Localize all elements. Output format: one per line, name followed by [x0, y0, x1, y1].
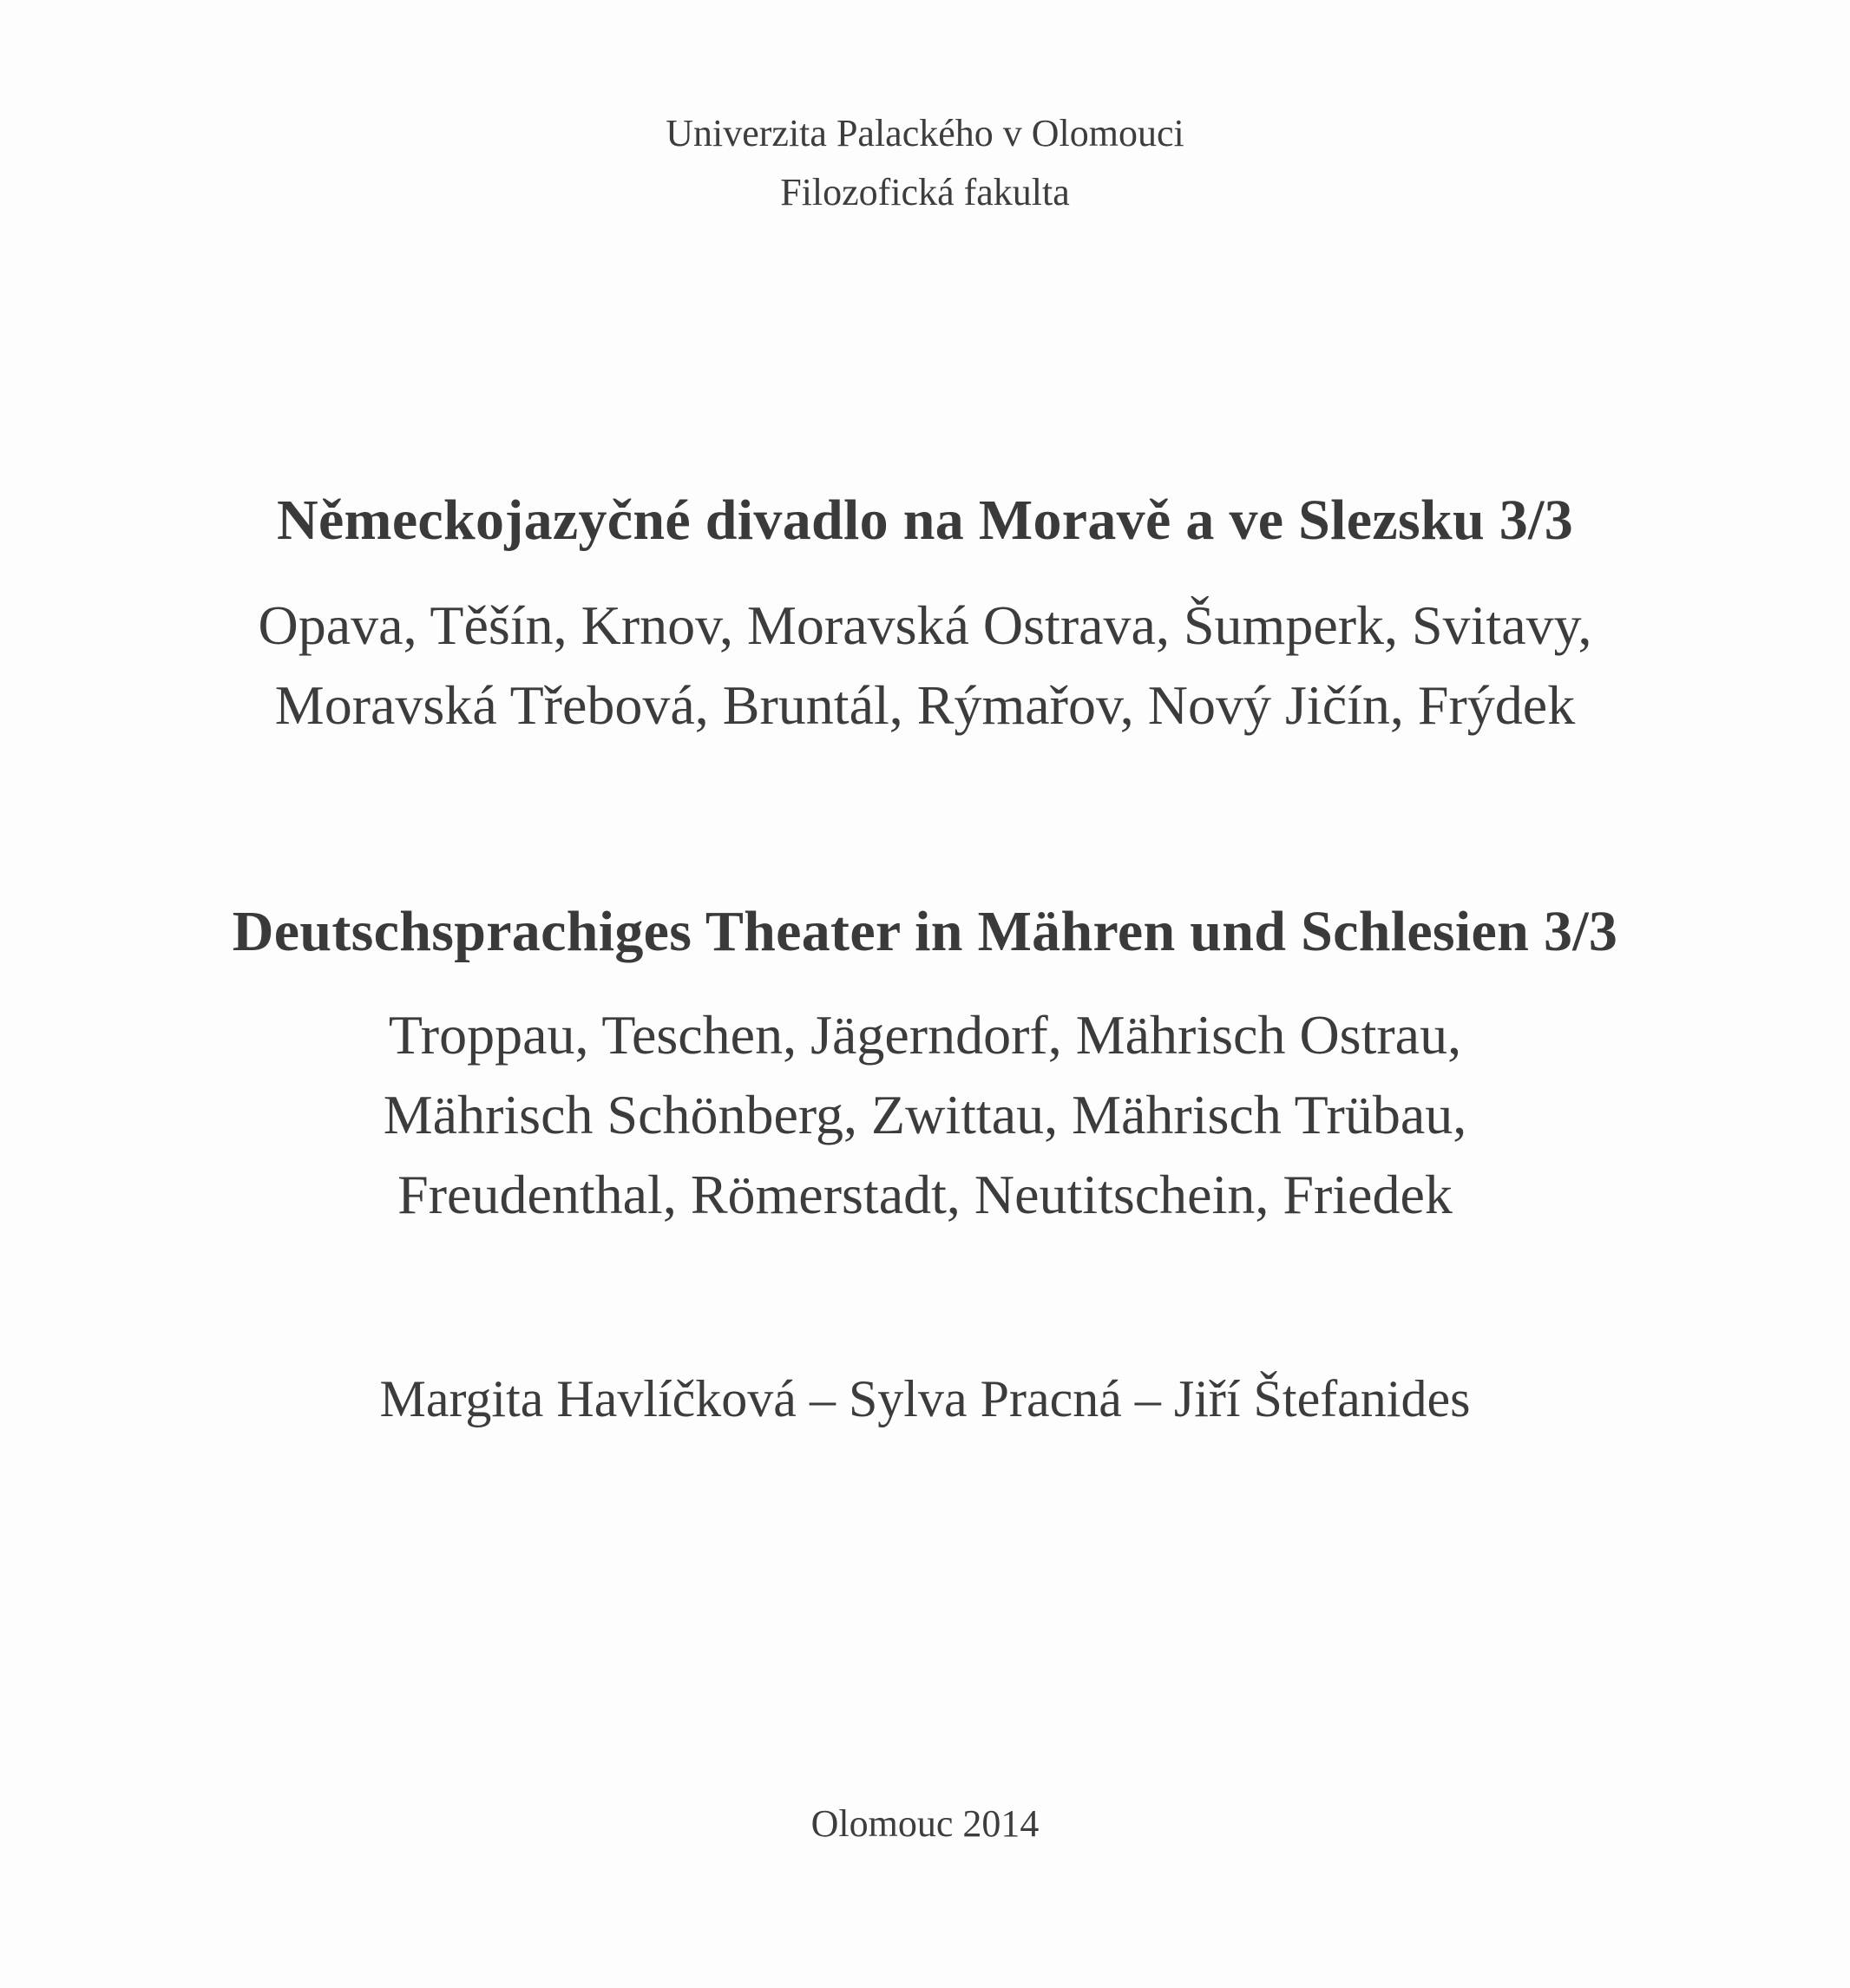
german-places-line-2: Mährisch Schönberg, Zwittau, Mährisch Trübau,: [383, 1084, 1467, 1145]
german-places-line-1: Troppau, Teschen, Jägerndorf, Mährisch Ostrau,: [388, 1004, 1462, 1066]
authors: Margita Havlíčková – Sylva Pracná – Jiří Štefanides: [379, 1370, 1471, 1427]
german-title: Deutschsprachiges Theater in Mähren und Schlesien 3/3: [232, 900, 1618, 963]
university-name: Univerzita Palackého v Olomouci: [666, 112, 1184, 154]
czech-title: Německojazyčné divadlo na Moravě a ve Slezsku 3/3: [276, 489, 1574, 552]
imprint: Olomouc 2014: [810, 1802, 1040, 1845]
german-places-line-3: Freudenthal, Römerstadt, Neutitschein, Friedek: [397, 1164, 1453, 1225]
czech-places-line-1: Opava, Těšín, Krnov, Moravská Ostrava, Šumperk, Svitavy,: [258, 594, 1592, 656]
czech-places-line-2: Moravská Třebová, Bruntál, Rýmařov, Nový Jičín, Frýdek: [274, 674, 1576, 736]
faculty-name: Filozofická fakulta: [780, 171, 1070, 213]
